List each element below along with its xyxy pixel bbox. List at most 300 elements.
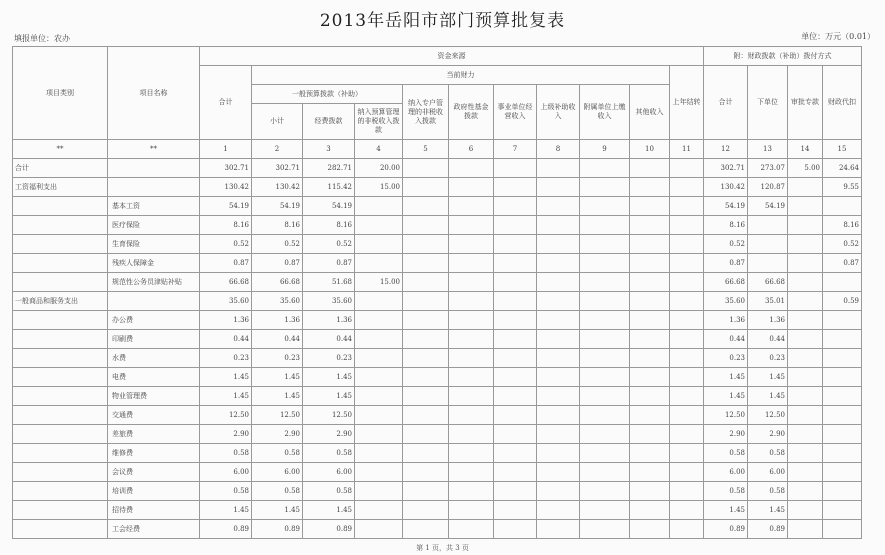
value-cell (355, 216, 403, 235)
value-cell: 130.42 (704, 178, 748, 197)
value-cell: 1.45 (200, 387, 252, 406)
value-cell (537, 197, 580, 216)
value-cell: 8.16 (704, 216, 748, 235)
value-cell: 1.45 (200, 368, 252, 387)
row-item-name: 差旅费 (108, 425, 200, 444)
value-cell (537, 330, 580, 349)
value-cell: 1.36 (303, 311, 355, 330)
index-cell: 1 (200, 140, 252, 159)
value-cell: 9.55 (823, 178, 862, 197)
value-cell: 15.00 (355, 178, 403, 197)
value-cell (403, 254, 449, 273)
row-category (13, 520, 108, 539)
table-row (13, 368, 862, 387)
value-cell: 1.45 (748, 368, 788, 387)
value-cell: 0.89 (704, 520, 748, 539)
value-cell (403, 292, 449, 311)
value-cell (494, 501, 537, 520)
value-cell (355, 425, 403, 444)
value-cell (494, 273, 537, 292)
index-cell: 3 (303, 140, 355, 159)
value-cell: 115.42 (303, 178, 355, 197)
value-cell (670, 330, 704, 349)
value-cell (355, 292, 403, 311)
index-cell: 10 (630, 140, 670, 159)
value-cell: 0.23 (252, 349, 303, 368)
value-cell (748, 254, 788, 273)
value-cell (580, 463, 630, 482)
value-cell (670, 273, 704, 292)
index-cell: 13 (748, 140, 788, 159)
value-cell (630, 159, 670, 178)
row-item-name: 交通费 (108, 406, 200, 425)
value-cell: 1.45 (704, 501, 748, 520)
value-cell: 130.42 (252, 178, 303, 197)
value-cell: 35.60 (200, 292, 252, 311)
value-cell (670, 520, 704, 539)
value-cell (580, 368, 630, 387)
value-cell: 0.52 (200, 235, 252, 254)
value-cell (788, 292, 823, 311)
table-row (13, 159, 862, 178)
row-category (13, 197, 108, 216)
value-cell (494, 368, 537, 387)
value-cell: 0.52 (252, 235, 303, 254)
value-cell: 6.00 (303, 463, 355, 482)
value-cell: 0.58 (748, 444, 788, 463)
value-cell (788, 463, 823, 482)
index-cell: 2 (252, 140, 303, 159)
header-name: 项目名称 (108, 47, 200, 140)
row-item-name: 工会经费 (108, 520, 200, 539)
row-item-name (108, 292, 200, 311)
value-cell (630, 311, 670, 330)
row-category (13, 254, 108, 273)
value-cell: 0.44 (303, 330, 355, 349)
value-cell: 0.87 (823, 254, 862, 273)
value-cell (494, 349, 537, 368)
value-cell: 130.42 (200, 178, 252, 197)
value-cell (823, 349, 862, 368)
value-cell (449, 235, 494, 254)
value-cell (788, 406, 823, 425)
value-cell (403, 482, 449, 501)
value-cell (537, 159, 580, 178)
row-item-name: 办公费 (108, 311, 200, 330)
value-cell (537, 368, 580, 387)
value-cell: 0.23 (200, 349, 252, 368)
value-cell (494, 482, 537, 501)
value-cell: 0.52 (303, 235, 355, 254)
row-item-name (108, 178, 200, 197)
value-cell (537, 501, 580, 520)
row-category (13, 501, 108, 520)
value-cell (537, 463, 580, 482)
value-cell (449, 254, 494, 273)
index-cell: 4 (355, 140, 403, 159)
value-cell: 273.07 (748, 159, 788, 178)
value-cell (788, 368, 823, 387)
value-cell: 2.90 (303, 425, 355, 444)
value-cell: 35.01 (748, 292, 788, 311)
value-cell (403, 501, 449, 520)
value-cell (403, 159, 449, 178)
row-item-name: 水费 (108, 349, 200, 368)
value-cell: 8.16 (252, 216, 303, 235)
value-cell (449, 292, 494, 311)
value-cell (580, 159, 630, 178)
value-cell (788, 501, 823, 520)
index-cell: 8 (537, 140, 580, 159)
table-row (13, 197, 862, 216)
value-cell: 66.68 (748, 273, 788, 292)
value-cell (403, 520, 449, 539)
value-cell (537, 349, 580, 368)
header-general-budget: 一般预算拨款（补助） (252, 85, 403, 104)
value-cell (580, 444, 630, 463)
value-cell: 0.58 (200, 482, 252, 501)
value-cell (537, 178, 580, 197)
value-cell (537, 273, 580, 292)
value-cell (355, 349, 403, 368)
value-cell (537, 216, 580, 235)
value-cell (630, 178, 670, 197)
value-cell (580, 197, 630, 216)
value-cell (670, 482, 704, 501)
value-cell: 0.23 (748, 349, 788, 368)
value-cell (630, 254, 670, 273)
value-cell (537, 254, 580, 273)
value-cell (494, 216, 537, 235)
table-row (13, 501, 862, 520)
value-cell: 1.36 (252, 311, 303, 330)
header-total: 合计 (200, 66, 252, 140)
header-expense-alloc: 经费拨款 (303, 104, 355, 140)
value-cell (670, 235, 704, 254)
row-category (13, 273, 108, 292)
header-funding-source: 资金来源 (200, 47, 704, 66)
value-cell: 0.89 (748, 520, 788, 539)
value-cell: 302.71 (252, 159, 303, 178)
table-row (13, 387, 862, 406)
value-cell (355, 482, 403, 501)
value-cell: 0.87 (704, 254, 748, 273)
value-cell (580, 254, 630, 273)
value-cell (355, 501, 403, 520)
value-cell: 54.19 (200, 197, 252, 216)
header-affiliate-income: 附属单位上缴收入 (580, 85, 630, 140)
value-cell (449, 311, 494, 330)
value-cell (449, 501, 494, 520)
value-cell (630, 368, 670, 387)
value-cell (823, 501, 862, 520)
value-cell: 66.68 (200, 273, 252, 292)
table-body (13, 159, 862, 539)
value-cell: 0.58 (200, 444, 252, 463)
value-cell (494, 235, 537, 254)
value-cell (580, 273, 630, 292)
header-budget-nontax: 纳入预算管理的非税收入拨款 (355, 104, 403, 140)
row-category: 工资福利支出 (13, 178, 108, 197)
value-cell: 54.19 (748, 197, 788, 216)
value-cell (403, 235, 449, 254)
table-row (13, 444, 862, 463)
row-category (13, 216, 108, 235)
value-cell (355, 520, 403, 539)
row-item-name: 基本工资 (108, 197, 200, 216)
value-cell: 6.00 (748, 463, 788, 482)
value-cell: 8.16 (823, 216, 862, 235)
table-row (13, 482, 862, 501)
value-cell: 0.52 (823, 235, 862, 254)
value-cell (823, 330, 862, 349)
value-cell: 1.45 (252, 368, 303, 387)
value-cell (494, 292, 537, 311)
value-cell (580, 330, 630, 349)
table-row (13, 273, 862, 292)
value-cell: 0.89 (200, 520, 252, 539)
value-cell (494, 463, 537, 482)
page-title: 2013年岳阳市部门预算批复表 (319, 11, 566, 31)
value-cell: 0.58 (303, 482, 355, 501)
value-cell (355, 387, 403, 406)
value-cell: 1.45 (704, 368, 748, 387)
value-cell: 282.71 (303, 159, 355, 178)
value-cell: 12.50 (303, 406, 355, 425)
value-cell (670, 501, 704, 520)
table-row (13, 235, 862, 254)
value-cell: 35.60 (704, 292, 748, 311)
value-cell: 51.68 (303, 273, 355, 292)
row-category (13, 349, 108, 368)
value-cell: 12.50 (252, 406, 303, 425)
value-cell (670, 254, 704, 273)
value-cell: 0.44 (704, 330, 748, 349)
value-cell (823, 311, 862, 330)
unit-label: 单位：万元（0.01） (801, 32, 875, 41)
value-cell (494, 178, 537, 197)
value-cell (630, 273, 670, 292)
value-cell (788, 178, 823, 197)
value-cell (580, 235, 630, 254)
index-cell: 11 (670, 140, 704, 159)
value-cell (580, 501, 630, 520)
value-cell: 54.19 (704, 197, 748, 216)
table-row (13, 254, 862, 273)
index-cell: 12 (704, 140, 748, 159)
budget-table (12, 46, 862, 539)
index-cell: 6 (449, 140, 494, 159)
value-cell (630, 197, 670, 216)
table-row (13, 349, 862, 368)
value-cell: 35.60 (303, 292, 355, 311)
header-approved-special: 审批专款 (788, 66, 823, 140)
value-cell (670, 311, 704, 330)
table-row (13, 425, 862, 444)
value-cell (670, 178, 704, 197)
value-cell (403, 273, 449, 292)
value-cell (630, 235, 670, 254)
value-cell (494, 425, 537, 444)
value-cell (537, 425, 580, 444)
value-cell (823, 197, 862, 216)
row-item-name (108, 159, 200, 178)
table-row (13, 311, 862, 330)
value-cell (823, 273, 862, 292)
value-cell: 0.23 (303, 349, 355, 368)
value-cell: 0.23 (704, 349, 748, 368)
value-cell (403, 368, 449, 387)
index-cell: ** (108, 140, 200, 159)
value-cell (355, 330, 403, 349)
value-cell (403, 406, 449, 425)
row-category (13, 387, 108, 406)
value-cell: 0.58 (748, 482, 788, 501)
header-current-finance: 当前财力 (252, 66, 670, 85)
value-cell: 0.89 (303, 520, 355, 539)
value-cell (537, 482, 580, 501)
row-item-name: 培训费 (108, 482, 200, 501)
row-category (13, 425, 108, 444)
value-cell (670, 368, 704, 387)
value-cell: 1.45 (200, 501, 252, 520)
value-cell (494, 197, 537, 216)
value-cell (630, 349, 670, 368)
value-cell: 0.58 (704, 444, 748, 463)
row-category (13, 463, 108, 482)
value-cell (580, 387, 630, 406)
index-cell: 5 (403, 140, 449, 159)
value-cell (670, 387, 704, 406)
value-cell (630, 406, 670, 425)
value-cell: 1.45 (748, 501, 788, 520)
value-cell (788, 273, 823, 292)
value-cell: 1.36 (704, 311, 748, 330)
row-category (13, 406, 108, 425)
value-cell (823, 520, 862, 539)
value-cell (355, 406, 403, 425)
value-cell (748, 235, 788, 254)
value-cell: 1.45 (303, 368, 355, 387)
value-cell (630, 387, 670, 406)
value-cell (580, 349, 630, 368)
table-row (13, 406, 862, 425)
value-cell (403, 349, 449, 368)
value-cell (748, 216, 788, 235)
value-cell (788, 197, 823, 216)
value-cell (630, 330, 670, 349)
row-item-name: 物业管理费 (108, 387, 200, 406)
value-cell (355, 444, 403, 463)
value-cell (537, 311, 580, 330)
value-cell: 1.45 (303, 501, 355, 520)
value-cell: 66.68 (704, 273, 748, 292)
value-cell (823, 387, 862, 406)
value-cell: 1.45 (748, 387, 788, 406)
value-cell: 0.87 (200, 254, 252, 273)
value-cell (403, 311, 449, 330)
value-cell (670, 463, 704, 482)
value-cell (449, 159, 494, 178)
value-cell (580, 406, 630, 425)
row-item-name: 残疾人保障金 (108, 254, 200, 273)
value-cell (788, 216, 823, 235)
value-cell: 1.45 (303, 387, 355, 406)
value-cell: 120.87 (748, 178, 788, 197)
value-cell (449, 197, 494, 216)
value-cell (823, 463, 862, 482)
index-row (13, 140, 862, 159)
header-gov-fund: 政府性基金拨款 (449, 85, 494, 140)
value-cell (580, 425, 630, 444)
value-cell (670, 292, 704, 311)
header-lower-unit: 下单位 (748, 66, 788, 140)
value-cell: 2.90 (704, 425, 748, 444)
header-upper-subsidy: 上级补助收入 (537, 85, 580, 140)
value-cell (355, 197, 403, 216)
value-cell: 24.64 (823, 159, 862, 178)
row-category (13, 235, 108, 254)
table-header (13, 47, 862, 159)
table-row (13, 178, 862, 197)
value-cell (823, 406, 862, 425)
value-cell (355, 463, 403, 482)
value-cell (494, 254, 537, 273)
value-cell: 6.00 (200, 463, 252, 482)
value-cell (823, 425, 862, 444)
value-cell (537, 235, 580, 254)
value-cell: 0.58 (252, 444, 303, 463)
value-cell (580, 216, 630, 235)
value-cell (403, 425, 449, 444)
header-app-total: 合计 (704, 66, 748, 140)
value-cell: 2.90 (252, 425, 303, 444)
value-cell (630, 501, 670, 520)
value-cell (670, 444, 704, 463)
value-cell (788, 520, 823, 539)
value-cell (580, 482, 630, 501)
value-cell (449, 349, 494, 368)
value-cell (788, 387, 823, 406)
value-cell (355, 311, 403, 330)
index-cell: 7 (494, 140, 537, 159)
value-cell (449, 330, 494, 349)
value-cell (580, 520, 630, 539)
header-subtotal: 小计 (252, 104, 303, 140)
value-cell (630, 292, 670, 311)
value-cell: 2.90 (748, 425, 788, 444)
value-cell: 0.58 (252, 482, 303, 501)
value-cell: 8.16 (200, 216, 252, 235)
value-cell (449, 216, 494, 235)
value-cell (630, 520, 670, 539)
value-cell: 1.36 (748, 311, 788, 330)
value-cell (788, 330, 823, 349)
value-cell: 0.59 (823, 292, 862, 311)
row-item-name: 医疗保险 (108, 216, 200, 235)
value-cell (580, 292, 630, 311)
value-cell (494, 387, 537, 406)
row-item-name: 印刷费 (108, 330, 200, 349)
row-item-name: 招待费 (108, 501, 200, 520)
value-cell: 66.68 (252, 273, 303, 292)
header-special-nontax: 纳入专户管理的非税收入拨款 (403, 85, 449, 140)
table-row (13, 330, 862, 349)
value-cell (449, 368, 494, 387)
value-cell (449, 444, 494, 463)
value-cell (403, 444, 449, 463)
value-cell: 0.44 (748, 330, 788, 349)
